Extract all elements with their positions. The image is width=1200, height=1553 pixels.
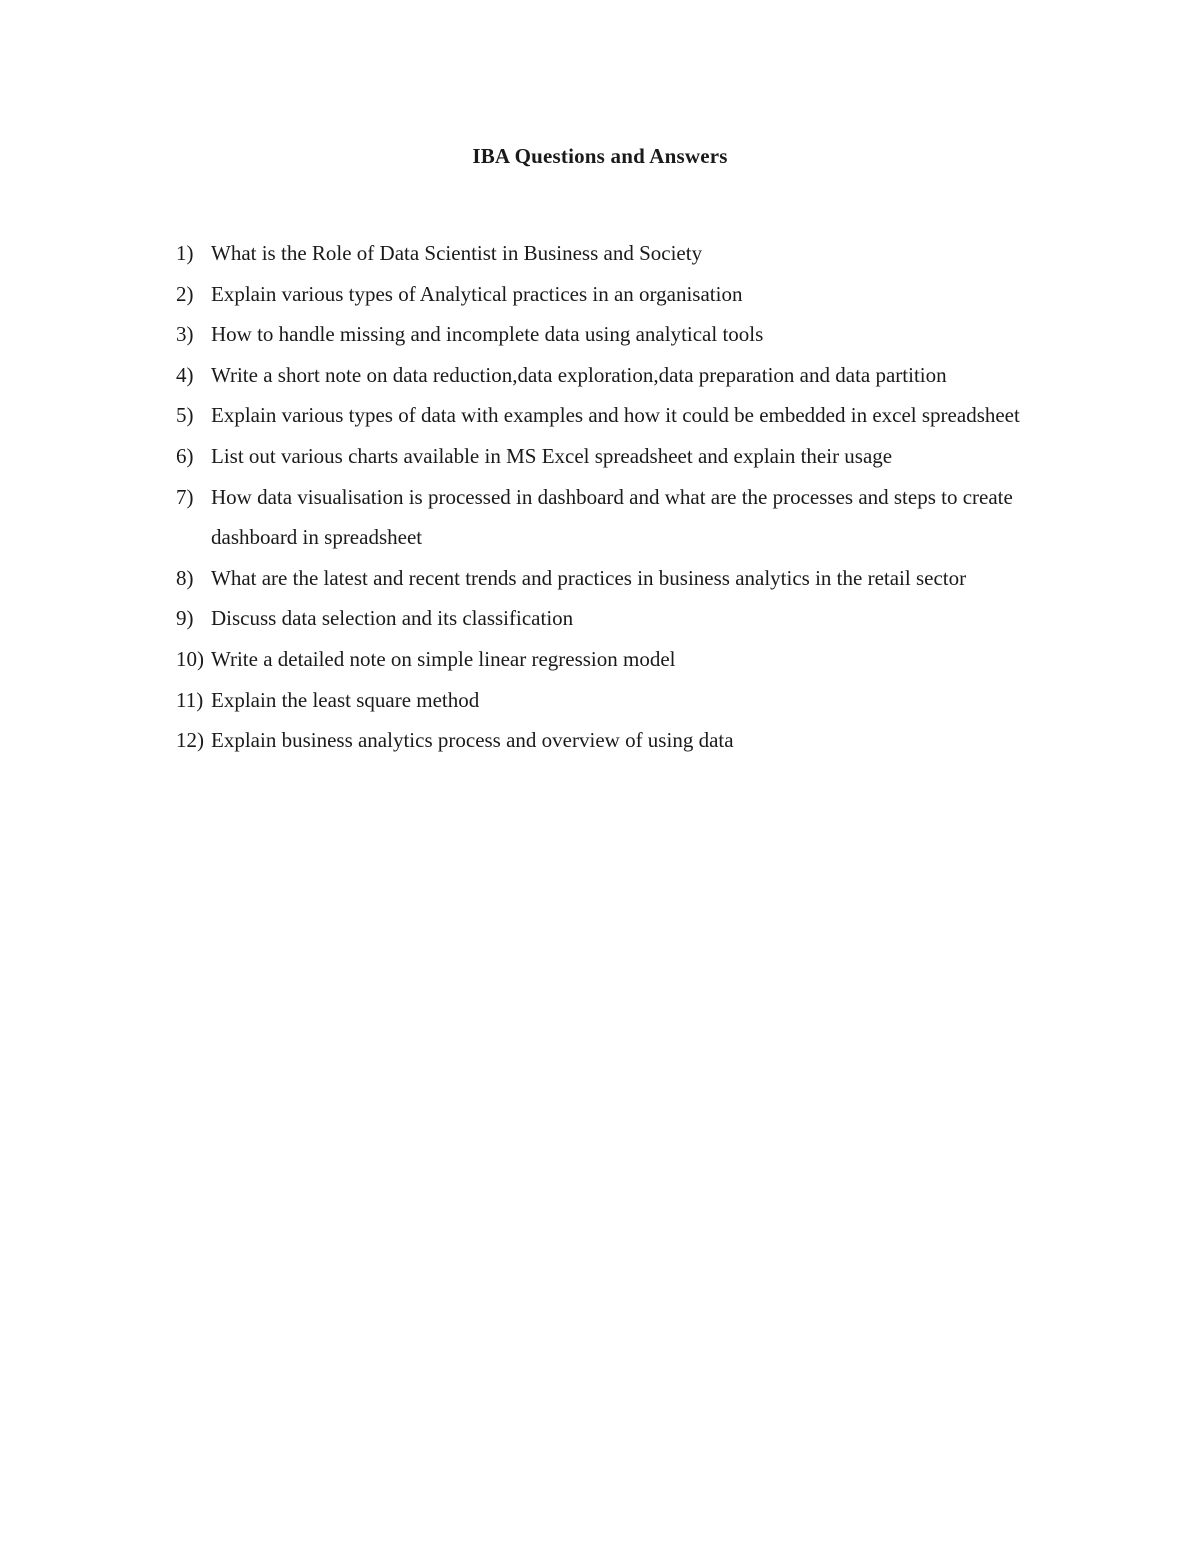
- question-number: 11): [176, 687, 204, 712]
- question-text: What are the latest and recent trends and practices in business analytics in the retail sector: [211, 565, 967, 590]
- question-list: [0, 233, 1200, 761]
- document-title: IBA Questions and Answers: [472, 144, 728, 168]
- question-text: How data visualisation is processed in dashboard and what are the processes and steps to create dashboard in spreadsheet: [211, 484, 1013, 550]
- question-number: 2): [176, 281, 194, 306]
- list-item: [0, 477, 1071, 558]
- question-text: What is the Role of Data Scientist in Business and Society: [211, 241, 703, 265]
- list-item: [0, 720, 1071, 761]
- question-text: Write a short note on data reduction,data exploration,data preparation and data partition: [211, 362, 947, 387]
- question-number: 5): [176, 403, 194, 428]
- list-item: [0, 274, 1071, 315]
- question-number: 12): [176, 728, 204, 753]
- list-item: [0, 558, 1071, 599]
- list-item: [0, 639, 1071, 680]
- list-item: [0, 314, 1071, 355]
- list-item: [0, 436, 1071, 477]
- question-number: 8): [176, 565, 194, 590]
- list-item: [0, 233, 1071, 274]
- question-text: Explain the least square method: [211, 687, 480, 712]
- list-item: [0, 598, 1071, 639]
- question-text: Discuss data selection and its classification: [211, 606, 574, 631]
- question-text: Write a detailed note on simple linear regression model: [211, 646, 676, 671]
- list-item: [0, 355, 1071, 396]
- list-item: [0, 395, 1071, 436]
- question-number: 3): [176, 322, 194, 347]
- question-text: Explain various types of data with examples and how it could be embedded in excel spreadsheet: [211, 403, 1020, 428]
- question-number: 9): [176, 606, 194, 631]
- question-text: Explain business analytics process and overview of using data: [211, 728, 734, 753]
- question-text: List out various charts available in MS Excel spreadsheet and explain their usage: [211, 443, 893, 468]
- question-text: Explain various types of Analytical practices in an organisation: [211, 281, 743, 306]
- list-item: [0, 680, 1071, 721]
- question-text: How to handle missing and incomplete data using analytical tools: [211, 322, 764, 347]
- question-number: 4): [176, 362, 194, 387]
- question-number: 6): [176, 443, 194, 468]
- question-number: 10): [176, 646, 204, 671]
- question-number: 1): [176, 241, 194, 265]
- question-number: 7): [176, 484, 194, 509]
